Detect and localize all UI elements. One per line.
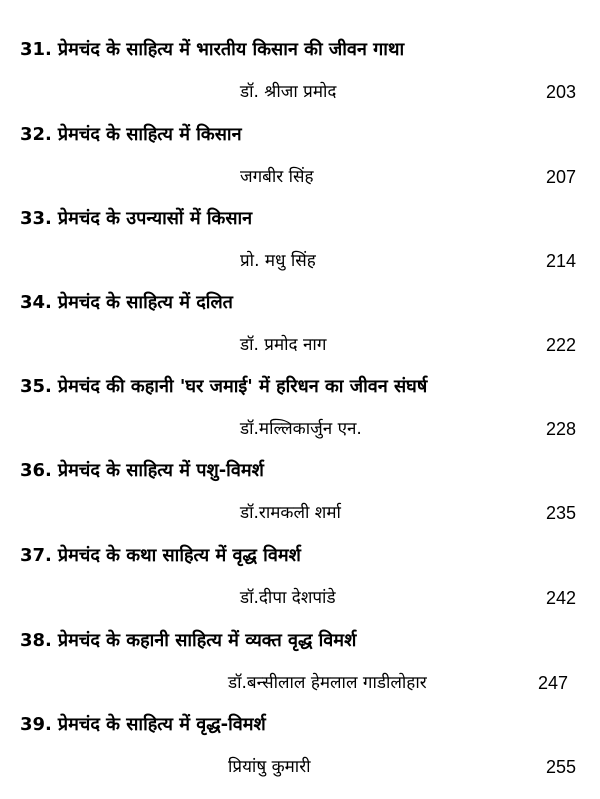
entry-title: प्रेमचंद की कहानी 'घर जमाई' में हरिधन का जीवन संघर्ष [57, 376, 428, 397]
entry-title: प्रेमचंद के कथा साहित्य में वृद्ध विमर्श [57, 545, 301, 566]
entry-page-number: 214 [545, 251, 576, 271]
toc-entry [0, 375, 600, 461]
entry-author: डॉ. प्रमोद नाग [240, 335, 327, 355]
entry-page-number: 228 [545, 419, 576, 439]
entry-number: 36. [20, 460, 52, 481]
entry-page-number: 235 [545, 503, 576, 523]
toc-entry [0, 544, 600, 630]
entry-page-number: 242 [545, 588, 576, 608]
entry-author: प्रो. मधु सिंह [240, 251, 316, 271]
entry-author: डॉ.बन्सीलाल हेमलाल गाडीलोहार [228, 673, 427, 693]
entry-title: प्रेमचंद के कहानी साहित्य में व्यक्त वृद्ध विमर्श [57, 630, 357, 651]
toc-entry [0, 207, 600, 293]
entry-title-line [20, 713, 266, 737]
entry-title-line [20, 207, 252, 231]
entry-title-line [20, 459, 264, 483]
entry-number: 31. [20, 39, 52, 60]
entry-title-line [20, 544, 301, 568]
toc-entry [0, 291, 600, 377]
entry-page-number: 207 [545, 167, 576, 187]
toc-entry [0, 629, 600, 715]
entry-title-line [20, 629, 356, 653]
entry-number: 32. [20, 124, 52, 145]
entry-title-line [20, 291, 233, 315]
entry-page-number: 203 [545, 82, 576, 102]
entry-page-number: 255 [545, 757, 576, 777]
toc-entry [0, 459, 600, 545]
entry-number: 34. [20, 292, 52, 313]
entry-number: 37. [20, 545, 52, 566]
entry-title: प्रेमचंद के साहित्य में किसान [57, 124, 242, 145]
entry-page-number: 247 [537, 673, 568, 693]
entry-title-line [20, 38, 404, 62]
entry-title: प्रेमचंद के उपन्यासों में किसान [57, 208, 253, 229]
entry-author: डॉ.दीपा देशपांडे [240, 588, 336, 608]
entry-number: 35. [20, 376, 52, 397]
entry-title: प्रेमचंद के साहित्य में वृद्ध-विमर्श [57, 714, 266, 735]
entry-author: डॉ.मल्लिकार्जुन एन. [240, 419, 362, 439]
entry-author: प्रियांषु कुमारी [228, 757, 311, 777]
entry-number: 39. [20, 714, 52, 735]
toc-entry [0, 713, 600, 799]
entry-number: 38. [20, 630, 52, 651]
entry-title-line [20, 123, 242, 147]
entry-author: डॉ.रामकली शर्मा [240, 503, 341, 523]
entry-title: प्रेमचंद के साहित्य में पशु-विमर्श [57, 460, 264, 481]
toc-entry [0, 38, 600, 124]
entry-author: जगबीर सिंह [240, 167, 314, 187]
entry-title: प्रेमचंद के साहित्य में भारतीय किसान की जीवन गाथा [57, 39, 405, 60]
entry-number: 33. [20, 208, 52, 229]
entry-author: डॉ. श्रीजा प्रमोद [240, 82, 337, 102]
entry-title-line [20, 375, 427, 399]
toc-entry [0, 123, 600, 209]
entry-page-number: 222 [545, 335, 576, 355]
entry-title: प्रेमचंद के साहित्य में दलित [57, 292, 233, 313]
